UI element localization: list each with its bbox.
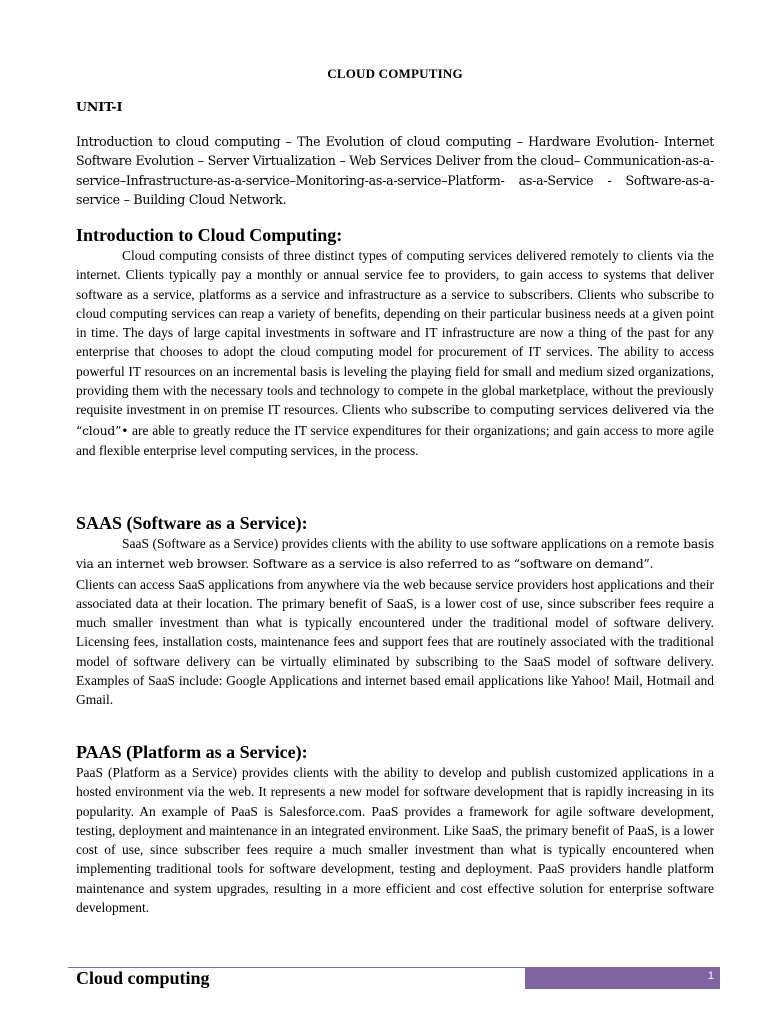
footer-title: Cloud computing — [76, 968, 210, 988]
intro-paragraph — [76, 246, 714, 460]
intro-section — [76, 224, 714, 460]
syllabus-paragraph: Introduction to cloud computing – The Evolution of cloud computing – Hardware Evolution- Internet Software Evolution – Server Virtualization – Web Services Deliver from the cloud– Communication-as-a-service–Infrastructure-as-a-service–Monitoring-as-a-service–Platform- as-a-Service - Software-as-a-service – Building Cloud Network. — [76, 134, 714, 207]
saas-text-alt: remote basis via an internet web browser. Software as a service is also referred to as “software on demand”. — [76, 537, 714, 572]
paas-heading: PAAS (Platform as a Service): — [76, 742, 308, 762]
saas-paragraph-2: Clients can access SaaS applications from anywhere via the web because service providers host applications and their associated data at their location. The primary benefit of SaaS, is a lower cost of use, since subscriber fees require a much smaller investment than what is typically encountered under the traditional model of software delivery. Licensing fees, installation costs, maintenance fees and support fees that are routinely associated with the traditional model of software delivery can be virtually eliminated by subscribing to the SaaS model of software delivery. Examples of SaaS include: Google Applications and internet based email applications like Yahoo! Mail, Hotmail and Gmail. — [76, 576, 714, 708]
paas-section — [76, 741, 714, 917]
saas-heading: SAAS (Software as a Service): — [76, 513, 308, 533]
footer-page-bar — [525, 968, 720, 989]
unit-label: UNIT-I — [76, 99, 123, 114]
saas-section — [76, 512, 714, 710]
page-number: 1 — [707, 970, 714, 982]
intro-heading: Introduction to Cloud Computing: — [76, 225, 343, 245]
paas-paragraph: PaaS (Platform as a Service) provides clients with the ability to develop and publish customized applications in a hosted environment via the web. It represents a new model for software development that is rapidly increasing in its popularity. An example of PaaS is Salesforce.com. PaaS provides a framework for agile software development, testing, deployment and maintenance in an integrated environment. Like SaaS, the primary benefit of PaaS, is a lower cost of use, since subscriber fees require a much smaller investment than what is typically encountered when implementing traditional tools for software development, testing and deployment. PaaS providers handle platform maintenance and system upgrades, resulting in a more efficient and cost effective solution for enterprise software development. — [76, 765, 714, 916]
intro-text-part2: are able to greatly reduce the IT service expenditures for their organizations; and gain access to more agile and flexible enterprise level computing services, in the process. — [76, 422, 714, 458]
saas-paragraph-1 — [76, 534, 714, 575]
intro-text-alt: subscribe to computing services delivered via the “cloud”• — [76, 403, 715, 438]
saas-text-part1: SaaS (Software as a Service) provides clients with the ability to use software applications on a — [122, 536, 637, 551]
document-title: CLOUD COMPUTING — [327, 66, 463, 81]
intro-text-part1: Cloud computing consists of three distinct types of computing services delivered remotely to clients via the internet. Clients typically pay a monthly or annual service fee to providers, to gain access to systems that deliver software as a service, platforms as a service and infrastructure as a service to subscribers. Clients who subscribe to cloud computing services can reap a variety of benefits, depending on their particular business needs at a given point in time. The days of large capital investments in software and IT infrastructure are now a thing of the past for any enterprise that chooses to adopt the cloud computing model for procurement of IT services. The ability to access powerful IT resources on an incremental basis is leveling the playing field for small and medium sized organizations, providing them with the necessary tools and technology to compete in the global marketplace, without the previously requisite investment in on premise IT resources. Clients who — [76, 248, 714, 418]
document-page — [76, 0, 714, 1024]
